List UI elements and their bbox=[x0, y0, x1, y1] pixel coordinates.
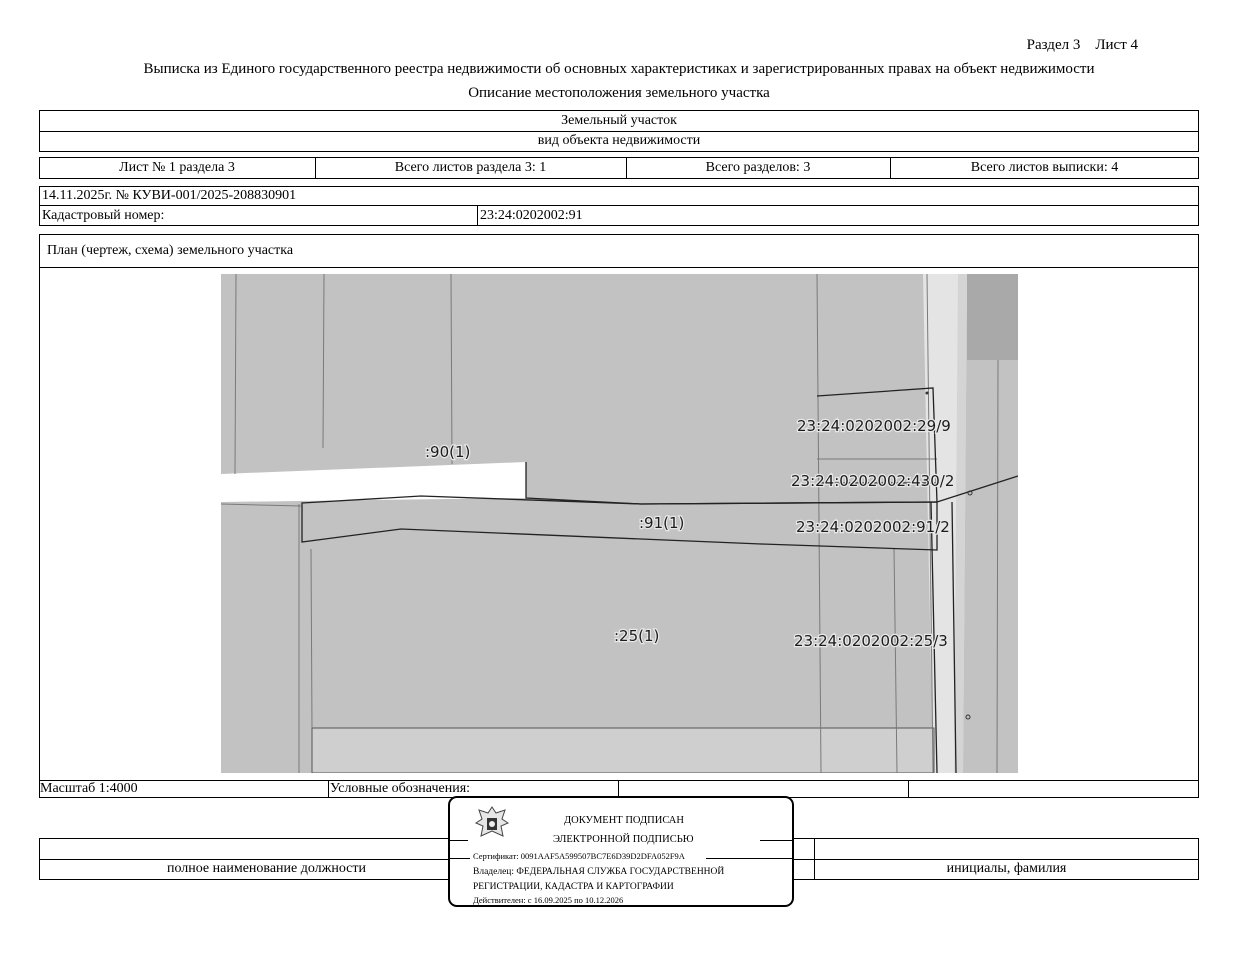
stamp-rule bbox=[706, 858, 794, 859]
total-extract-sheets: Всего листов выписки: 4 bbox=[970, 160, 1119, 175]
emblem-icon bbox=[472, 803, 512, 843]
divider bbox=[39, 267, 1199, 268]
label-90: :90(1) bbox=[425, 443, 471, 461]
signature-stamp bbox=[448, 796, 794, 907]
divider bbox=[908, 780, 909, 798]
stamp-rule bbox=[450, 858, 470, 859]
legend-label: Условные обозначения: bbox=[330, 781, 471, 796]
certificate: Сертификат: 0091AAF5A599507BC7E6D39D2DFA052F9A bbox=[473, 851, 685, 861]
total-sections: Всего разделов: 3 bbox=[705, 160, 811, 175]
request-date-number: 14.11.2025г. № КУВИ-001/2025-208830901 bbox=[42, 188, 297, 203]
stamp-rule bbox=[450, 840, 468, 841]
position-caption: полное наименование должности bbox=[166, 861, 367, 876]
dark-block bbox=[967, 274, 1018, 360]
divider bbox=[328, 780, 329, 798]
total-section-sheets: Всего листов раздела 3: 1 bbox=[394, 160, 547, 175]
label-91: :91(1) bbox=[639, 514, 685, 532]
owner-line-2: РЕГИСТРАЦИИ, КАДАСТРА И КАРТОГРАФИИ bbox=[473, 882, 674, 892]
object-type-caption: вид объекта недвижимости bbox=[537, 133, 701, 148]
object-type: Земельный участок bbox=[561, 113, 677, 128]
owner-line-1: Владелец: ФЕДЕРАЛЬНАЯ СЛУЖБА ГОСУДАРСТВЕННОЙ bbox=[473, 867, 725, 877]
document-subtitle: Описание местоположения земельного участка bbox=[468, 85, 770, 101]
label-25-3: 23:24:0202002:25/3 bbox=[794, 632, 948, 650]
cadastral-label: Кадастровый номер: bbox=[42, 208, 165, 223]
section-sheet: Раздел 3 Лист 4 bbox=[1026, 37, 1138, 53]
lower-parcel bbox=[312, 728, 934, 773]
plan-title: План (чертеж, схема) земельного участка bbox=[47, 243, 294, 258]
cadastral-value: 23:24:0202002:91 bbox=[480, 208, 583, 223]
stamp-rule bbox=[760, 840, 794, 841]
point-marker bbox=[926, 392, 929, 395]
divider bbox=[39, 205, 1199, 206]
divider bbox=[477, 205, 478, 226]
label-91-2: 23:24:0202002:91/2 bbox=[796, 518, 950, 536]
stamp-line-1: ДОКУМЕНТ ПОДПИСАН bbox=[564, 815, 684, 826]
document-title: Выписка из Единого государственного реестра недвижимости об основных характеристиках и зарегистрированных правах на объект недвижимости bbox=[143, 61, 1095, 77]
scale: Масштаб 1:4000 bbox=[40, 781, 138, 796]
label-25: :25(1) bbox=[614, 627, 660, 645]
name-caption: инициалы, фамилия bbox=[946, 861, 1067, 876]
label-430-2: 23:24:0202002:430/2 bbox=[791, 472, 955, 490]
divider bbox=[39, 780, 1199, 781]
sheet-number: Лист № 1 раздела 3 bbox=[119, 160, 235, 175]
label-29-9: 23:24:0202002:29/9 bbox=[797, 417, 951, 435]
stamp-line-2: ЭЛЕКТРОННОЙ ПОДПИСЬЮ bbox=[553, 834, 694, 845]
validity: Действителен: с 16.09.2025 по 10.12.2026 bbox=[473, 895, 624, 905]
cadastral-map bbox=[221, 274, 1018, 773]
divider bbox=[39, 131, 1199, 132]
